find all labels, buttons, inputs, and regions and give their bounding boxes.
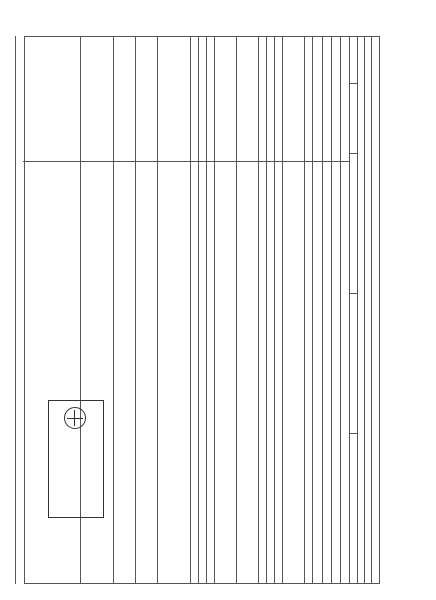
- attribute-value: [260, 165, 265, 575]
- attribute-value: [115, 165, 134, 575]
- attribute-value: [238, 165, 257, 575]
- attribute-value: [306, 165, 311, 575]
- attribute-label: [137, 39, 156, 157]
- attribute-value: [208, 165, 213, 575]
- attribute-label: [115, 39, 134, 157]
- attribute-label: [200, 39, 205, 157]
- attribute-label: [159, 39, 189, 157]
- attribute-label: [216, 39, 235, 157]
- attribute-value: [137, 165, 156, 575]
- attribute-label: [284, 39, 303, 157]
- attribute-label: [192, 39, 197, 157]
- emblem-icon: [64, 407, 86, 429]
- attribute-value: [268, 165, 273, 575]
- attribute-label: [208, 39, 213, 157]
- attribute-label: [238, 39, 257, 157]
- attribute-value: [200, 165, 205, 575]
- attribute-label: [306, 39, 311, 157]
- signature-line: [15, 36, 16, 584]
- attribute-label: [276, 39, 281, 157]
- attribute-label: [82, 39, 112, 157]
- attribute-value: [192, 165, 197, 575]
- attribute-value: [284, 165, 303, 575]
- registrar-stamp: [48, 400, 104, 518]
- attribute-label: [268, 39, 273, 157]
- attribute-value: [216, 165, 235, 575]
- attribute-value: [276, 165, 281, 575]
- attribute-label: [260, 39, 265, 157]
- attribute-value: [159, 165, 189, 575]
